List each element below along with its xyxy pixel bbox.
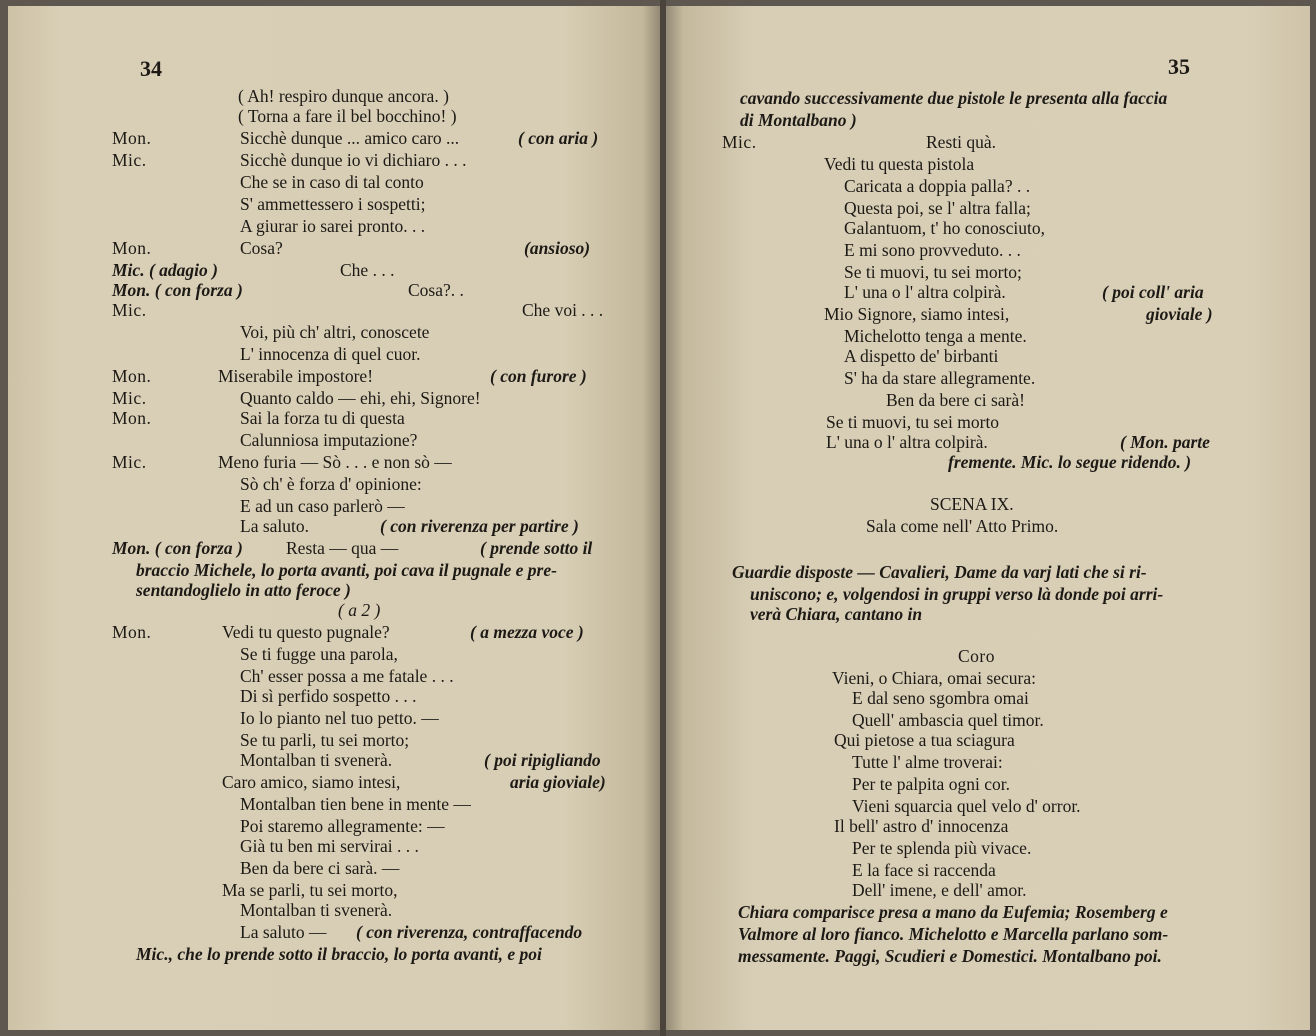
right-page-line: ( poi coll' aria	[1102, 282, 1204, 302]
left-page-line: ( Ah! respiro dunque ancora. )	[238, 86, 449, 106]
page-number-left: 34	[140, 56, 162, 81]
left-page-line: Calunniosa imputazione?	[240, 430, 418, 450]
right-page-line: Vieni, o Chiara, omai secura:	[832, 668, 1037, 688]
left-page-line: ( a 2 )	[338, 600, 381, 620]
left-page-line: La saluto.	[240, 516, 310, 536]
left-page-line: L' innocenza di quel cuor.	[240, 344, 421, 364]
left-page-line: ( a mezza voce )	[470, 622, 584, 642]
right-page-line: Sala come nell' Atto Primo.	[866, 516, 1059, 536]
right-page-line: Se ti muovi, tu sei morto;	[844, 262, 1022, 282]
right-page-line: Caricata a doppia palla? . .	[844, 176, 1031, 196]
right-page-line: E dal seno sgombra omai	[852, 688, 1029, 708]
right-page-line: L' una o l' altra colpirà.	[826, 432, 988, 452]
left-page-line: Miserabile impostore!	[218, 366, 374, 386]
left-page-line: Già tu ben mi servirai . . .	[240, 836, 419, 856]
left-page-line: Caro amico, siamo intesi,	[222, 772, 401, 792]
right-page-line: fremente. Mic. lo segue ridendo. )	[948, 452, 1192, 472]
left-page-line: Mon.	[112, 238, 152, 258]
left-page-line: Sicchè dunque io vi dichiaro . . .	[240, 150, 467, 170]
right-page-line: Michelotto tenga a mente.	[844, 326, 1027, 346]
left-page-line: Sò ch' è forza d' opinione:	[240, 474, 422, 494]
right-page-line: verà Chiara, cantano in	[750, 604, 923, 624]
right-page-line: uniscono; e, volgendosi in gruppi verso là donde poi arri-	[750, 584, 1164, 604]
left-page-line: Mon.	[112, 366, 152, 386]
right-page-line: Guardie disposte — Cavalieri, Dame da varj lati che si ri-	[732, 562, 1147, 582]
right-page-line: Resti quà.	[926, 132, 996, 152]
left-page-line: Ben da bere ci sarà. —	[240, 858, 400, 878]
page-number-right: 35	[1168, 54, 1190, 79]
right-page-line: S' ha da stare allegramente.	[844, 368, 1036, 388]
left-page-line: Che . . .	[340, 260, 395, 280]
right-page-line: Quell' ambascia quel timor.	[852, 710, 1044, 730]
left-page-line: Se tu parli, tu sei morto;	[240, 730, 410, 750]
left-page-line: Resta — qua —	[286, 538, 399, 558]
left-page-line: Io lo pianto nel tuo petto. —	[240, 708, 439, 728]
left-page-line: Cosa?. .	[408, 280, 464, 300]
left-page-line: ( con riverenza per partire )	[380, 516, 579, 536]
left-page-line: Mic.	[112, 150, 147, 170]
left-page-line: Sicchè dunque ... amico caro ...	[240, 128, 460, 148]
left-page-line: ( con furore )	[490, 366, 587, 386]
right-page-line: gioviale )	[1146, 304, 1213, 324]
right-page-line: messamente. Paggi, Scudieri e Domestici. Montalbano poi.	[738, 946, 1162, 966]
right-page-line: E la face si raccenda	[852, 860, 996, 880]
right-page-line: Chiara comparisce presa a mano da Eufemia; Rosemberg e	[738, 902, 1168, 922]
left-page-line: S' ammettessero i sospetti;	[240, 194, 426, 214]
left-page-line: Voi, più ch' altri, conoscete	[240, 322, 430, 342]
right-page-line: Vedi tu questa pistola	[824, 154, 975, 174]
right-page-line: Coro	[958, 646, 995, 666]
left-page-line: ( con riverenza, contraffacendo	[356, 922, 583, 942]
left-page-line: Che se in caso di tal conto	[240, 172, 424, 192]
left-page-line: A giurar io sarei pronto. . .	[240, 216, 426, 236]
left-page-line: Meno furia — Sò . . . e non sò —	[218, 452, 452, 472]
left-page-line: Mon.	[112, 128, 152, 148]
right-page-line: Dell' imene, e dell' amor.	[852, 880, 1027, 900]
right-page-line: Mio Signore, siamo intesi,	[824, 304, 1010, 324]
left-page-line: ( con aria )	[518, 128, 599, 148]
left-page-line: Mon.	[112, 408, 152, 428]
left-page-line: ( prende sotto il	[480, 538, 593, 558]
right-page-line: Galantuom, t' ho conosciuto,	[844, 218, 1045, 238]
left-page-line: Che voi . . .	[522, 300, 604, 320]
left-page-line: Mon. ( con forza )	[112, 538, 243, 558]
left-page-line: Se ti fugge una parola,	[240, 644, 398, 664]
left-page-line: Ch' esser possa a me fatale . . .	[240, 666, 454, 686]
left-page-line: ( Torna a fare il bel bocchino! )	[238, 106, 457, 126]
left-page-line: Poi staremo allegramente: —	[240, 816, 445, 836]
left-page-line: Vedi tu questo pugnale?	[222, 622, 390, 642]
left-page-line: Cosa?	[240, 238, 283, 258]
left-page-line: Ma se parli, tu sei morto,	[222, 880, 398, 900]
left-page-line: braccio Michele, lo porta avanti, poi cava il pugnale e pre-	[136, 560, 557, 580]
left-page-line: Mon.	[112, 622, 152, 642]
left-page-line: La saluto —	[240, 922, 327, 942]
left-page-line: Montalban ti svenerà.	[240, 750, 393, 770]
right-page-line: Valmore al loro fianco. Michelotto e Marcella parlano som-	[738, 924, 1169, 944]
right-page-line: Mic.	[722, 132, 757, 152]
right-page-line: Il bell' astro d' innocenza	[834, 816, 1009, 836]
left-page-line: (ansioso)	[524, 238, 591, 258]
left-page-line: Quanto caldo — ehi, ehi, Signore!	[240, 388, 481, 408]
left-page-line: Montalban tien bene in mente —	[240, 794, 471, 814]
left-page-line: Mic. ( adagio )	[112, 260, 218, 280]
right-page-line: Se ti muovi, tu sei morto	[826, 412, 1000, 432]
right-page-line: Qui pietose a tua sciagura	[834, 730, 1015, 750]
left-page-line: ( poi ripigliando	[484, 750, 601, 770]
left-page-line: sentandoglielo in atto feroce )	[136, 580, 351, 600]
right-page-line: A dispetto de' birbanti	[844, 346, 999, 366]
right-page-line: SCENA IX.	[930, 494, 1014, 514]
left-page-line: aria gioviale)	[510, 772, 606, 792]
book-gutter	[660, 0, 666, 1036]
right-page-line: Ben da bere ci sarà!	[886, 390, 1025, 410]
left-page-line: Mic.	[112, 388, 147, 408]
right-page-line: E mi sono provveduto. . .	[844, 240, 1021, 260]
right-page-line: di Montalbano )	[740, 110, 857, 130]
left-page-line: Sai la forza tu di questa	[240, 408, 405, 428]
right-page-line: ( Mon. parte	[1120, 432, 1210, 452]
right-page-line: cavando successivamente due pistole le presenta alla faccia	[740, 88, 1168, 108]
right-page-line: L' una o l' altra colpirà.	[844, 282, 1006, 302]
left-page-line: E ad un caso parlerò —	[240, 496, 405, 516]
left-page-line: Mic.	[112, 452, 147, 472]
left-page-line: Mon. ( con forza )	[112, 280, 243, 300]
right-page-line: Tutte l' alme troverai:	[852, 752, 1003, 772]
left-page-line: Mic., che lo prende sotto il braccio, lo porta avanti, e poi	[136, 944, 542, 964]
left-page-line: Di sì perfido sospetto . . .	[240, 686, 417, 706]
right-page-line: Questa poi, se l' altra falla;	[844, 198, 1031, 218]
right-page-line: Vieni squarcia quel velo d' orror.	[852, 796, 1081, 816]
left-page-line: Montalban ti svenerà.	[240, 900, 393, 920]
right-page-line: Per te splenda più vivace.	[852, 838, 1032, 858]
right-page-line: Per te palpita ogni cor.	[852, 774, 1010, 794]
left-page-line: Mic.	[112, 300, 147, 320]
